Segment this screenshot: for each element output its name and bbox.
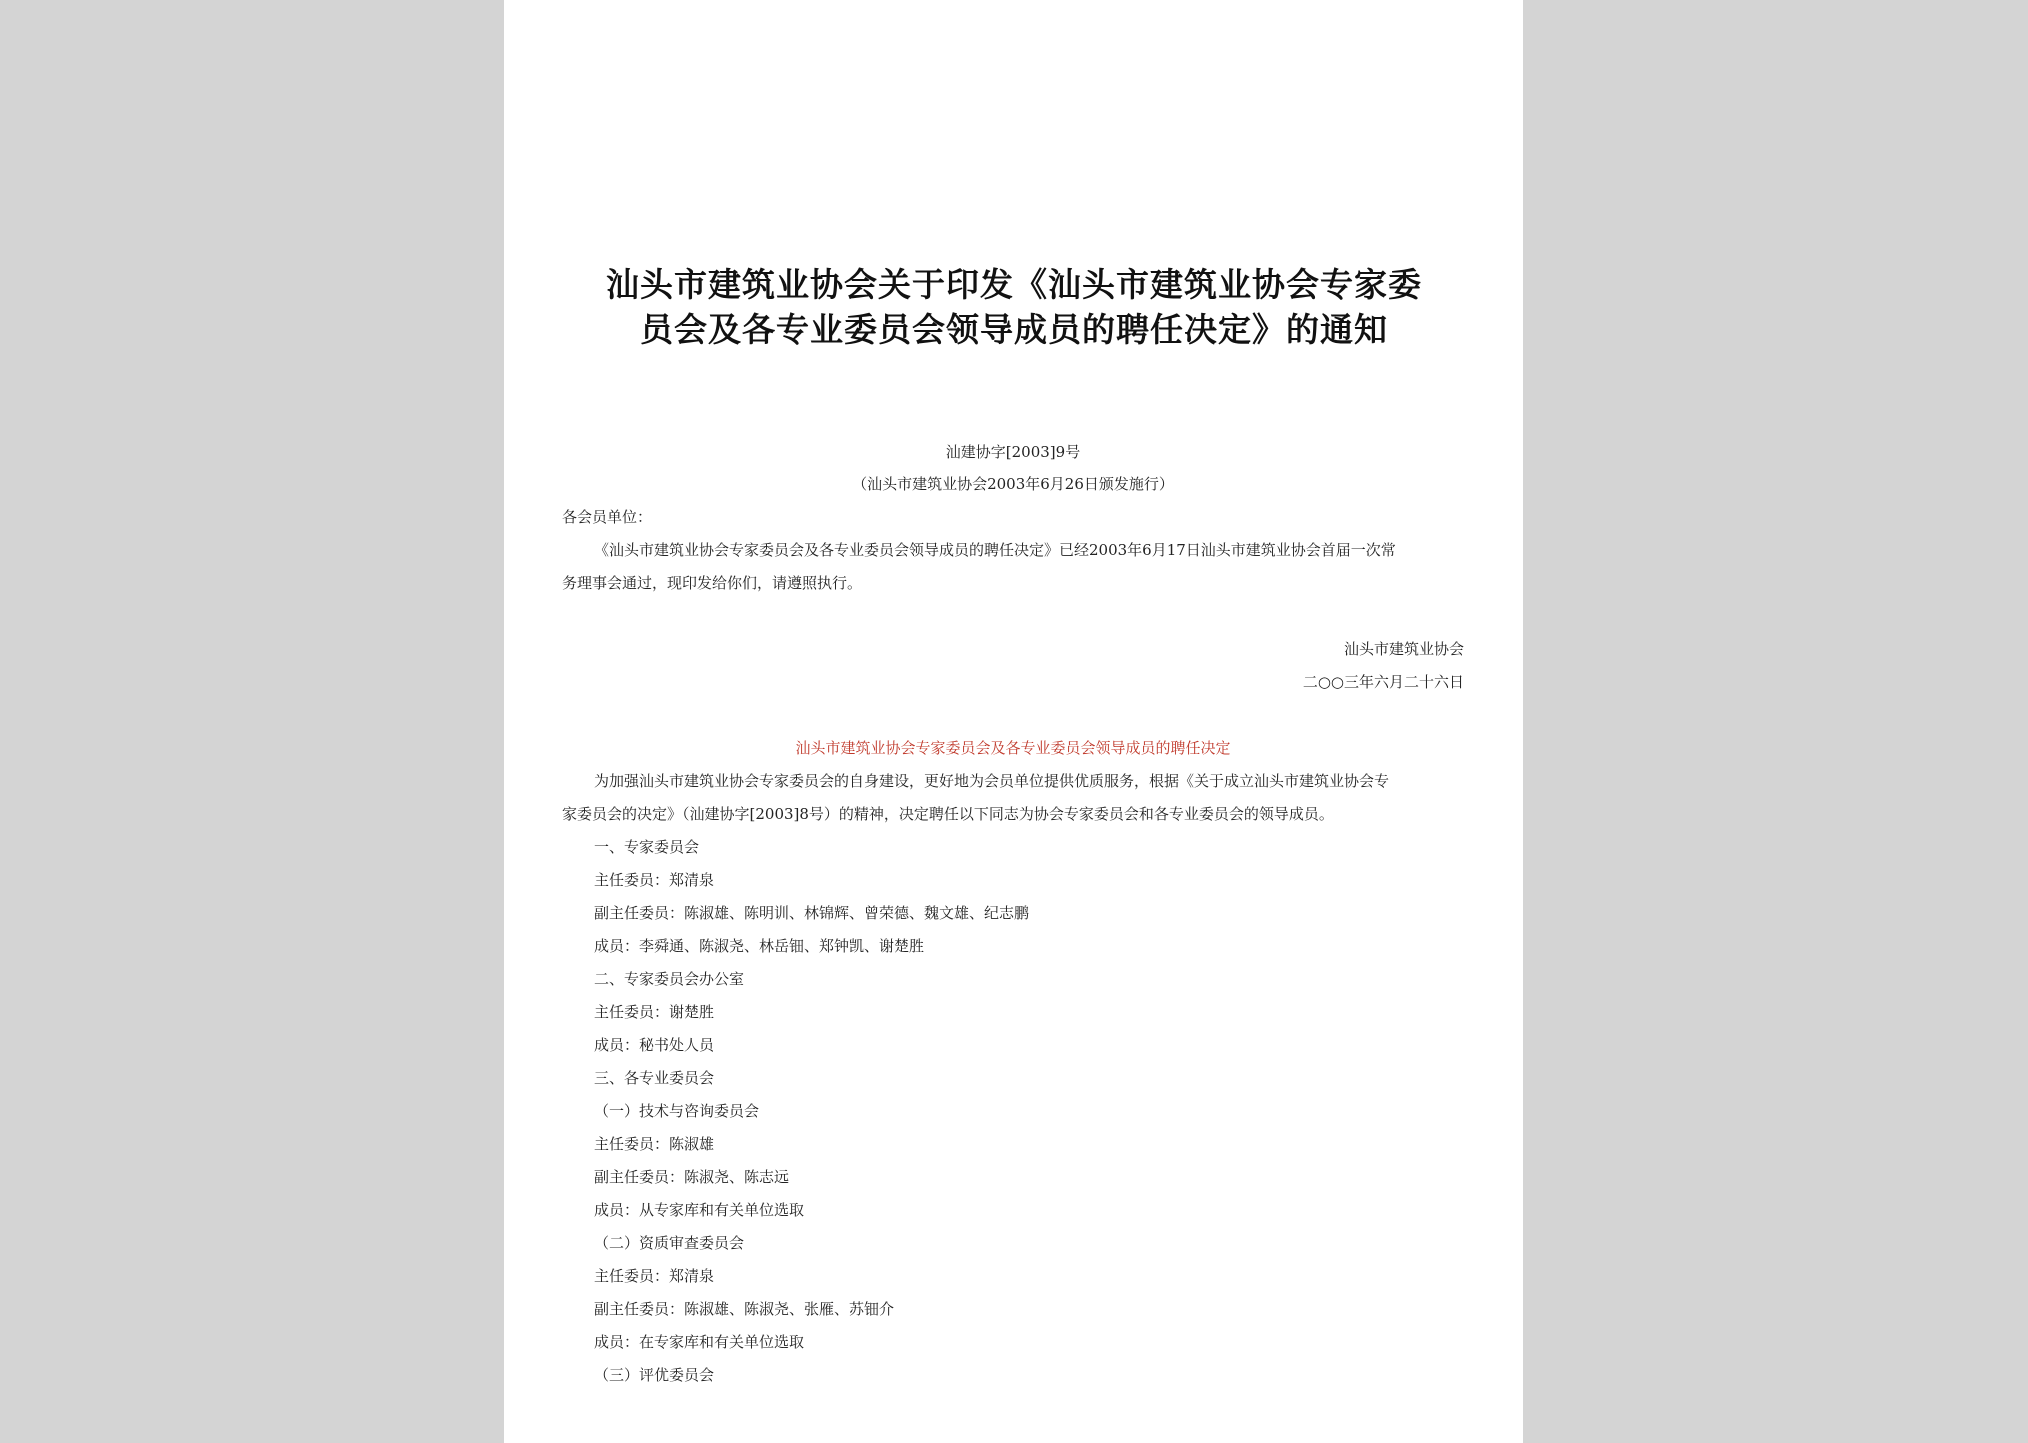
signature-org: 汕头市建筑业协会 bbox=[1343, 640, 1464, 658]
intro-line-2: 家委员会的决定》（汕建协字[2003]8号）的精神，决定聘任以下同志为协会专家委员会和各专业委员会的领导成员。 bbox=[562, 805, 1334, 823]
list-item: 副主任委员：陈淑雄、陈淑尧、张雁、苏钿介 bbox=[594, 1300, 895, 1318]
document-page bbox=[504, 0, 1523, 1443]
doc-number: 汕建协字[2003]9号 bbox=[945, 443, 1081, 461]
list-item: 三、各专业委员会 bbox=[594, 1069, 715, 1087]
list-item: 副主任委员：陈淑雄、陈明训、林锦辉、曾荣德、魏文雄、纪志鹏 bbox=[594, 904, 1030, 922]
list-item: 成员：在专家库和有关单位选取 bbox=[594, 1333, 805, 1351]
list-item: 一、专家委员会 bbox=[594, 838, 700, 856]
document-title bbox=[564, 262, 1464, 352]
list-item: （一）技术与咨询委员会 bbox=[594, 1102, 760, 1120]
title-line-2: 员会及各专业委员会领导成员的聘任决定》的通知 bbox=[640, 310, 1388, 349]
list-item: 主任委员：陈淑雄 bbox=[594, 1135, 715, 1153]
list-item: 成员：从专家库和有关单位选取 bbox=[594, 1201, 805, 1219]
title-line-1: 汕头市建筑业协会关于印发《汕头市建筑业协会专家委 bbox=[606, 265, 1422, 304]
list-item: 主任委员：郑清泉 bbox=[594, 1267, 715, 1285]
intro-line-1: 为加强汕头市建筑业协会专家委员会的自身建设，更好地为会员单位提供优质服务，根据《关于成立汕头市建筑业协会专 bbox=[594, 772, 1390, 790]
list-item: 成员：李舜通、陈淑尧、林岳钿、郑钟凯、谢楚胜 bbox=[594, 937, 925, 955]
body-line-1: 《汕头市建筑业协会专家委员会及各专业委员会领导成员的聘任决定》已经2003年6月17日汕头市建筑业协会首届一次常 bbox=[594, 541, 1396, 559]
list-item: 副主任委员：陈淑尧、陈志远 bbox=[594, 1168, 790, 1186]
body-line-2: 务理事会通过，现印发给你们，请遵照执行。 bbox=[562, 574, 863, 592]
list-item: 二、专家委员会办公室 bbox=[594, 970, 745, 988]
salutation: 各会员单位： bbox=[562, 508, 653, 526]
issued-note: （汕头市建筑业协会2003年6月26日颁发施行） bbox=[852, 475, 1174, 493]
list-item: （二）资质审查委员会 bbox=[594, 1234, 745, 1252]
list-item: （三）评优委员会 bbox=[594, 1366, 715, 1384]
list-item: 成员：秘书处人员 bbox=[594, 1036, 715, 1054]
list-item: 主任委员：谢楚胜 bbox=[594, 1003, 715, 1021]
section-title: 汕头市建筑业协会专家委员会及各专业委员会领导成员的聘任决定 bbox=[795, 739, 1231, 757]
signature-date: 二○○三年六月二十六日 bbox=[1302, 673, 1464, 691]
list-item: 主任委员：郑清泉 bbox=[594, 871, 715, 889]
